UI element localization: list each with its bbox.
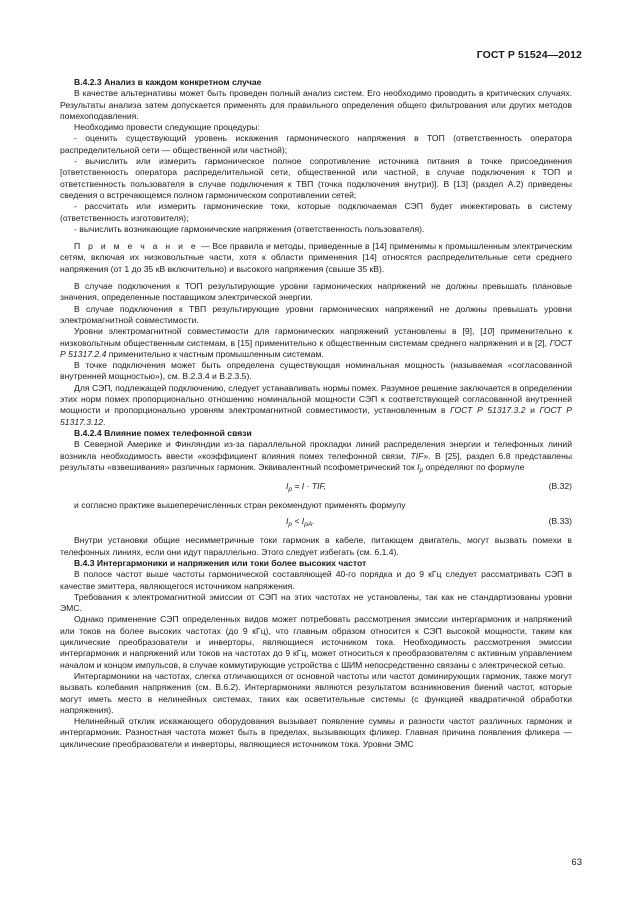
note-text: — Все правила и методы, приведенные в [14] применимы к промышленным электрическим сетям, включая их низковольтные части, хотя к области применения [14] относятся распределительные сети среднего напряжения (от 1 до 35 кВ включительно) и высокого напряжения (свыше 35 кВ). [60, 241, 572, 274]
paragraph: и согласно практике вышеперечисленных стран рекомендуют применять формулу [74, 500, 406, 511]
formula-expression [286, 516, 315, 530]
formula-part: pA [304, 521, 313, 529]
formula-part: < I [292, 516, 305, 527]
paragraph: Однако применение СЭП определенных видов может потребовать рассмотрения эмиссии интергармоник и напряжений или токов на более высоких частотах (до 9 кГц), что главным образом относится к СЭП высокой мощности, таким как циклические преобразователи и инверторы, являющиеся источником тока. Необходимость рассмотрения эмиссии интергармоник и напряжений или токов на частотах до 9 кГц, может относиться к преобразователям с активным управлением началом и концом импульсов, в случае коммутирующие устройства с ШИМ непосредственно связаны с электрической сетью. [60, 614, 572, 670]
text-fragment: Уровни электромагнитной совместимости для гармонических напряжений установлены в [9], [ [74, 326, 483, 337]
text-fragment: и [525, 405, 540, 416]
italic-fragment: I [417, 461, 420, 472]
section-heading: В.4.2.3 Анализ в каждом конкретном случае [74, 77, 262, 87]
text-fragment: В Северной Америке и Финляндии из-за параллельной прокладки линий распределения энергии и телефонных линий возникла необходимость ввести «коэффициент влияния помех телефонной связи, [60, 439, 572, 461]
italic-fragment: ГОСТ Р 51317.2.4 [60, 337, 572, 359]
italic-fragment: TIF [410, 450, 424, 461]
text-fragment: . [103, 416, 106, 427]
formula-number: (B.32) [548, 481, 572, 492]
paragraph [60, 383, 572, 428]
italic-fragment: ГОСТ Р 51317.3.12 [60, 405, 572, 427]
paragraph: Внутри установки общие несимметричные токи гармоник в кабеле, питающем двигатель, могут вызвать помехи в телефонных линиях, если они идут параллельно. Этого следует избегать (см. 6.1.4). [60, 535, 572, 557]
paragraph: - оценить существующий уровень искажения гармонического напряжения в ТОП (ответственность оператора распределительной сети — общественной или частной); [60, 133, 572, 155]
paragraph: Интергармоники на частотах, слегка отличающихся от основной частоты или частот доминирующих гармоник, также могут вызвать колебания напряжения (см. В.6.2). Интергармоники являются результатом возникновения биений частот, которые могут иметь место в нелинейных системах, таких как осветительные системы (с функцией квадратичной обработки напряжения). [60, 670, 572, 715]
italic-fragment: 10 [482, 326, 493, 337]
text-fragment: определяют по формуле [423, 461, 525, 472]
italic-fragment: ГОСТ Р 51317.3.2 [450, 405, 526, 416]
text-fragment: ». В [25], раздел 6.8 представлены результаты «взвешивания» различных гармоник. Эквивалентный псофометрический ток [60, 450, 573, 472]
formula-part: I [286, 481, 289, 492]
paragraph: В случае подключения к ТОП результирующие уровни гармонических напряжений не должны превышать плановые значения, определенные поставщиком электрической энергии. [60, 281, 572, 303]
page-number: 63 [571, 857, 582, 868]
paragraph: Необходимо провести следующие процедуры: [74, 122, 260, 133]
formula-part: . [312, 516, 315, 527]
formula [60, 480, 572, 494]
formula-part: p [288, 486, 293, 494]
formula-expression [286, 481, 326, 495]
paragraph: Нелинейный отклик искажающего оборудования вызывает появление суммы и разности частот различных гармоник и интергармоник. Разностная частота может быть в пределах, вызывающих фликер. Главная причина появления фликера — циклические преобразователи и инверторы, являющиеся источником тока. Уровни ЭМС [60, 716, 572, 749]
formula-part: p [288, 521, 293, 529]
note-label: П р и м е ч а н и е [74, 241, 199, 252]
paragraph [60, 439, 572, 476]
italic-fragment: p [419, 466, 424, 474]
paragraph [60, 326, 572, 360]
text-fragment: применительно к частным промышленным системам. [106, 348, 324, 359]
paragraph: - вычислить или измерить гармоническое полное сопротивление источника питания в точке присоединения [ответственность оператора распределительной сети, общественной или частной, в случае подключения к ТОП и ответственность пользователя в случае подключения к ТВП (точка подключения внутри)]. В [13] (раздел А.2) приведены сведения о встречающемся полном гармоническом сопротивлении сетей; [60, 156, 572, 200]
paragraph: В случае подключения к ТВП результирующие уровни гармонических напряжений не должны превышать уровни электромагнитной совместимости. [60, 303, 572, 325]
paragraph: В качестве альтернативы может быть проведен полный анализ систем. Его необходимо проводить в критических случаях. Результаты анализа затем допускается применять для правильного определения общего фильтрования или других методов помехоподавления. [60, 88, 572, 121]
note-paragraph [60, 241, 572, 275]
text-fragment: ] применительно к низковольтным общественным системам, в [15] применительно к общественным системам среднего напряжения и в [2], [60, 326, 572, 348]
paragraph: В полосе частот выше частоты гармонической составляющей 40-го порядка и до 9 кГц следует рассматривать СЭП в качестве эмиттера, являющегося источником напряжения. [60, 569, 572, 591]
standard-header: ГОСТ Р 51524—2012 [476, 49, 582, 61]
section-heading: В.4.3 Интергармоники и напряжения или токи более высоких частот [74, 557, 367, 568]
paragraph: - вычислить возникающие гармонические напряжения (ответственность пользователя). [74, 223, 425, 234]
paragraph: - рассчитать или измерить гармонические токи, которые подключаемая СЭП будет инжектировать в систему (ответственность изготовителя); [60, 201, 572, 223]
paragraph: Требования к электромагнитной эмиссии от СЭП на этих частотах не установлены, так как не стандартизованы уровни ЭМС. [60, 591, 572, 614]
text-fragment: Для СЭП, подлежащей подключению, следует устанавливать нормы помех. Разумное решение заключается в определении этих норм помех пропорционально отношению номинальной мощности СЭП к соответствующей согласованной внутренней мощности и пропорционально уровням электромагнитной совместимости, установленным в [60, 382, 572, 416]
document-body [60, 77, 572, 750]
formula-part: = I · TIF, [292, 481, 326, 492]
formula-number: (B.33) [548, 516, 572, 527]
formula-part: I [286, 516, 289, 527]
paragraph: В точке подключения может быть определена существующая номинальная мощность (называемая «согласованной внутренней мощностью»), см. В.2.3.4 и В.2.3.5). [60, 360, 572, 382]
formula [60, 515, 572, 529]
section-heading: В.4.2.4 Влияние помех телефонной связи [74, 427, 252, 438]
